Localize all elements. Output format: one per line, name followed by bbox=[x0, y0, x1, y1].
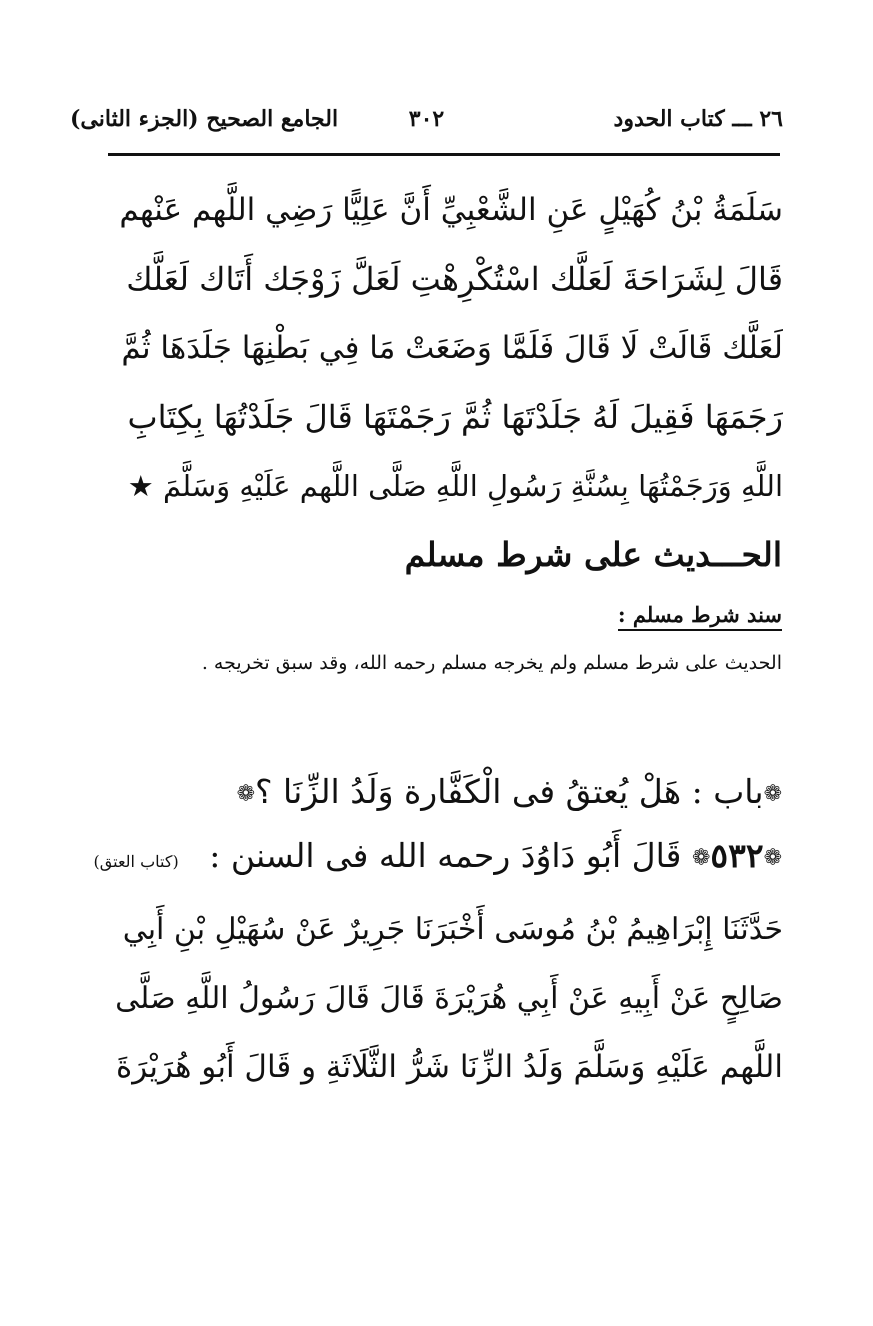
ornament-icon: ❁ bbox=[691, 845, 711, 871]
text-line: سَلَمَةُ بْنُ كُهَيْلٍ عَنِ الشَّعْبِيِّ أَنَّ عَلِيًّا رَضِي اللَّهم عَنْهم bbox=[119, 192, 783, 228]
hadith-verdict: الحـــديث على شرط مسلم bbox=[404, 535, 782, 574]
chapter-title-text: باب : هَلْ يُعتقُ فى الْكَفَّارة وَلَدُ الزِّنَا ؟ bbox=[255, 772, 764, 811]
running-header bbox=[70, 100, 783, 148]
text-line: لَعَلَّك قَالَتْ لَا قَالَ فَلَمَّا وَضَعَتْ مَا فِي بَطْنِهَا جَلَدَهَا ثُمَّ bbox=[121, 330, 783, 366]
hadith-number: ٥٣٢ bbox=[710, 836, 764, 875]
text-line: اللَّهم عَلَيْهِ وَسَلَّمَ وَلَدُ الزِّنَا شَرُّ الثَّلَاثَةِ و قَالَ أَبُو هُرَيْرَةَ bbox=[116, 1049, 783, 1085]
text-line: قَالَ لِشَرَاحَةَ لَعَلَّك اسْتُكْرِهْتِ لَعَلَّ زَوْجَك أَتَاك لَعَلَّك bbox=[126, 260, 783, 298]
header-rule bbox=[108, 153, 780, 156]
text-line: اللَّهِ وَرَجَمْتُهَا بِسُنَّةِ رَسُولِ اللَّهِ صَلَّى اللَّهم عَلَيْهِ وَسَلَّمَ ★ bbox=[127, 469, 783, 503]
source-reference: (كتاب العتق) bbox=[93, 852, 179, 871]
chapter-title bbox=[237, 772, 782, 811]
hadith-intro: قَالَ أَبُو دَاوُدَ رحمه الله فى السنن : bbox=[209, 836, 682, 875]
header-book-title: الجامع الصحيح (الجزء الثانى) bbox=[70, 106, 339, 132]
header-chapter: ٢٦ ـــ كتاب الحدود bbox=[613, 106, 783, 132]
text-line: حَدَّثَنَا إِبْرَاهِيمُ بْنُ مُوسَى أَخْبَرَنَا جَرِيرٌ عَنْ سُهَيْلِ بْنِ أَبِي bbox=[122, 912, 783, 947]
ornament-icon: ❁ bbox=[763, 845, 782, 871]
isnad-subheading: سند شرط مسلم : bbox=[618, 602, 782, 631]
hadith-text bbox=[108, 895, 783, 1102]
hadith-text-continued bbox=[108, 176, 783, 521]
commentary-note: الحديث على شرط مسلم ولم يخرجه مسلم رحمه الله، وقد سبق تخريجه . bbox=[201, 652, 782, 674]
ornament-icon: ❁ bbox=[763, 781, 782, 807]
text-line: صَالِحٍ عَنْ أَبِيهِ عَنْ أَبِي هُرَيْرَةَ قَالَ قَالَ رَسُولُ اللَّهِ صَلَّى bbox=[115, 981, 783, 1016]
hadith-heading bbox=[94, 836, 782, 875]
text-line: رَجَمَهَا فَقِيلَ لَهُ جَلَدْتَهَا ثُمَّ رَجَمْتَهَا قَالَ جَلَدْتُهَا بِكِتَابِ bbox=[127, 398, 783, 436]
ornament-icon: ❁ bbox=[236, 781, 256, 807]
page-number: ٣٠٢ bbox=[408, 106, 445, 132]
